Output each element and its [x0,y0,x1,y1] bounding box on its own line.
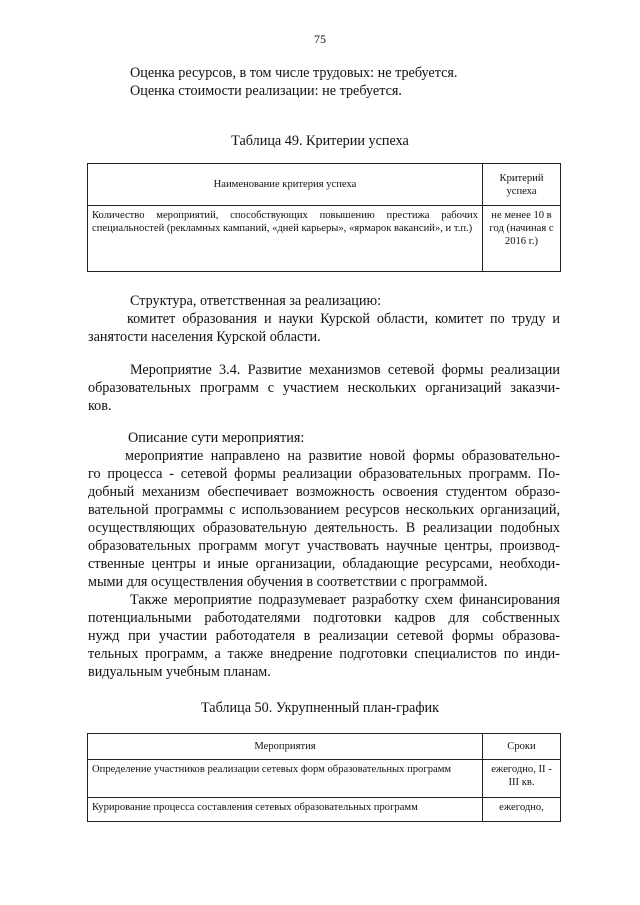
table49-criterion-name: Количество мероприятий, способствующих повышению престижа рабочих специальностей (рекламных кампаний, «дней карьеры», «ярмарок вакансий», и т.п.) [88,206,483,272]
responsible-label: Структура, ответственная за реализацию: [130,293,382,309]
table49-header-value: Критерий успеха [483,164,561,206]
description-line: нужд при участии работодателя в реализации сетевой формы образова- [88,628,560,644]
description-line: видуальным учебным планам. [88,664,271,680]
description-line: Также мероприятие подразумевает разработку схем финансирования [130,592,560,608]
table50-header-activities: Мероприятия [88,734,483,760]
measure-title-line-3: ков. [88,398,112,414]
description-line: вательной программы с использованием ресурсов нескольких организаций, [88,502,560,518]
description-line: осуществляющих образовательную деятельность. В реализации подобных [88,520,560,536]
description-line: потенциальными работодателями подготовки кадров для собственных [88,610,560,626]
description-line: образовательных программ могут участвовать научные центры, производ- [88,538,560,554]
table50-activity: Курирование процесса составления сетевых образовательных программ [88,798,483,822]
description-line: мероприятие направлено на развитие новой формы образовательно- [125,448,560,464]
description-line: мыми для осуществления обучения в соответствии с программой. [88,574,488,590]
plan-schedule-table [87,733,561,822]
responsible-line-1: комитет образования и науки Курской области, комитет по труду и [127,311,560,327]
table50-caption: Таблица 50. Укрупненный план-график [200,700,440,716]
cost-estimate: Оценка стоимости реализации: не требуется. [130,83,402,99]
table50-header-terms: Сроки [483,734,561,760]
table49-header-name: Наименование критерия успеха [88,164,483,206]
description-line: го процесса - сетевой формы реализации образовательных программ. По- [88,466,560,482]
responsible-line-2: занятости населения Курской области. [88,329,321,345]
page-number: 75 [314,32,326,46]
table49-caption: Таблица 49. Критерии успеха [231,133,409,149]
measure-title-line-2: образовательных программ с участием нескольких организаций заказчи- [88,380,560,396]
table50-activity: Определение участников реализации сетевых форм образовательных программ [88,760,483,798]
table50-term: ежегодно, II - III кв. [483,760,561,798]
success-criteria-table [87,163,561,272]
table50-term: ежегодно, [483,798,561,822]
description-label: Описание сути мероприятия: [128,430,305,446]
measure-title-line-1: Мероприятие 3.4. Развитие механизмов сетевой формы реализации [130,362,560,378]
description-line: ственные центры и иные организации, обладающие ресурсами, необходи- [88,556,560,572]
table49-criterion-value: не менее 10 в год (начиная с 2016 г.) [483,206,561,272]
description-line: тельных программ, а также внедрение подготовки специалистов по инди- [88,646,560,662]
resources-estimate: Оценка ресурсов, в том числе трудовых: не требуется. [130,65,458,81]
description-line: добный механизм обеспечивает возможность освоения студентом образо- [88,484,560,500]
